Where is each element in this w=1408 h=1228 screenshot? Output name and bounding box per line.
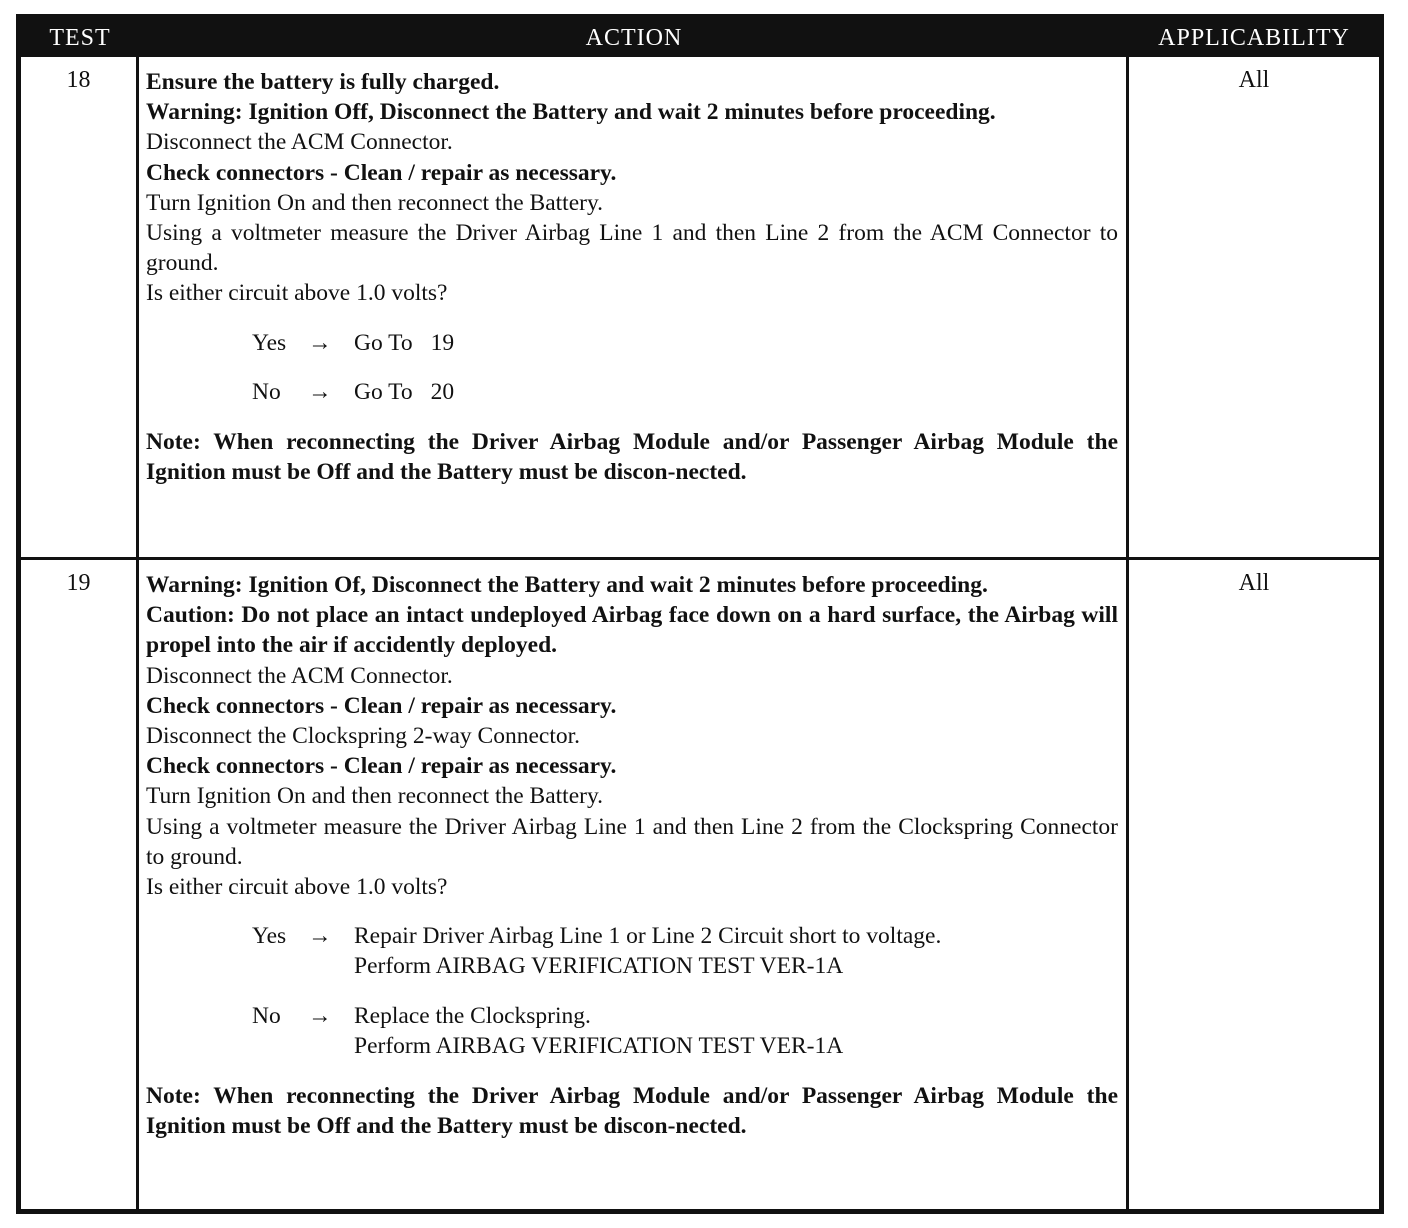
answer-label: Yes [252, 923, 287, 950]
arrow-icon: → [308, 378, 332, 405]
warning-text: Warning: Ignition Of, Disconnect the Battery and wait 2 minutes before proceeding. [146, 572, 988, 598]
question-text: Is either circuit above 1.0 volts? [146, 874, 448, 901]
warning-text: Warning: Ignition Off, Disconnect the Battery and wait 2 minutes before proceeding. [146, 99, 996, 126]
action-step: Disconnect the ACM Connector. [146, 662, 453, 689]
arrow-icon: → [308, 1002, 332, 1029]
note-text: Note: When reconnecting the Driver Airbag Module and/or Passenger Airbag Module the Ignition must be Off and the Battery must be discon-nected. [146, 1083, 1118, 1140]
action-step: Disconnect the Clockspring 2-way Connector. [146, 723, 581, 750]
action-step: Turn Ignition On and then reconnect the Battery. [146, 189, 604, 216]
caution-text: Caution: Do not place an intact undeployed Airbag face down on a hard surface, the Airbag will propel into the air if accidently deployed. [146, 602, 1118, 659]
answer-block [146, 328, 1118, 407]
test-number-18: 18 [21, 57, 139, 560]
answer-target [354, 921, 1118, 981]
goto-test-link[interactable]: 19 [430, 329, 455, 356]
action-step: Ensure the battery is fully charged. [146, 69, 500, 95]
repair-instruction: Repair Driver Airbag Line 1 or Line 2 Circuit short to voltage. [354, 923, 942, 950]
answer-target [354, 1001, 1118, 1061]
answer-target [354, 377, 1118, 407]
action-step: Check connectors - Clean / repair as necessary. [146, 159, 617, 186]
applicability-18: All [1129, 57, 1379, 560]
arrow-icon: → [308, 923, 332, 950]
repair-instruction: Replace the Clockspring. [354, 1002, 591, 1029]
goto-text: Go To [354, 329, 413, 356]
answer-label: No [252, 378, 281, 405]
answer-no [252, 377, 1118, 407]
answer-target [354, 328, 1118, 358]
action-step: Check connectors - Clean / repair as necessary. [146, 692, 617, 719]
action-step: Using a voltmeter measure the Driver Airbag Line 1 and then Line 2 from the Clockspring Connector to ground. [146, 813, 1118, 870]
answer-no [252, 1001, 1118, 1061]
answer-label: No [252, 1002, 281, 1029]
goto-test-link[interactable]: 20 [430, 378, 455, 405]
action-step: Turn Ignition On and then reconnect the Battery. [146, 783, 604, 810]
header-test: TEST [21, 19, 139, 57]
test-number-19: 19 [21, 560, 139, 1209]
goto-text: Go To [354, 378, 413, 405]
note-text: Note: When reconnecting the Driver Airbag Module and/or Passenger Airbag Module the Ignition must be Off and the Battery must be discon-nected. [146, 429, 1118, 486]
action-step: Using a voltmeter measure the Driver Airbag Line 1 and then Line 2 from the ACM Connector to ground. [146, 220, 1118, 277]
arrow-icon: → [308, 329, 332, 356]
action-step: Disconnect the ACM Connector. [146, 129, 453, 156]
header-applicability: APPLICABILITY [1129, 19, 1379, 57]
verification-test-link[interactable]: Perform AIRBAG VERIFICATION TEST VER-1A [354, 953, 844, 980]
question-text: Is either circuit above 1.0 volts? [146, 280, 448, 307]
verification-test-link[interactable]: Perform AIRBAG VERIFICATION TEST VER-1A [354, 1032, 844, 1059]
diagnostic-test-table [16, 14, 1384, 1214]
header-action: ACTION [139, 19, 1129, 57]
answer-block [146, 921, 1118, 1061]
answer-label: Yes [252, 329, 287, 356]
action-cell-19 [139, 560, 1129, 1209]
answer-yes [252, 921, 1118, 981]
action-cell-18 [139, 57, 1129, 560]
answer-yes [252, 328, 1118, 358]
applicability-19: All [1238, 570, 1270, 596]
action-step: Check connectors - Clean / repair as necessary. [146, 753, 617, 780]
